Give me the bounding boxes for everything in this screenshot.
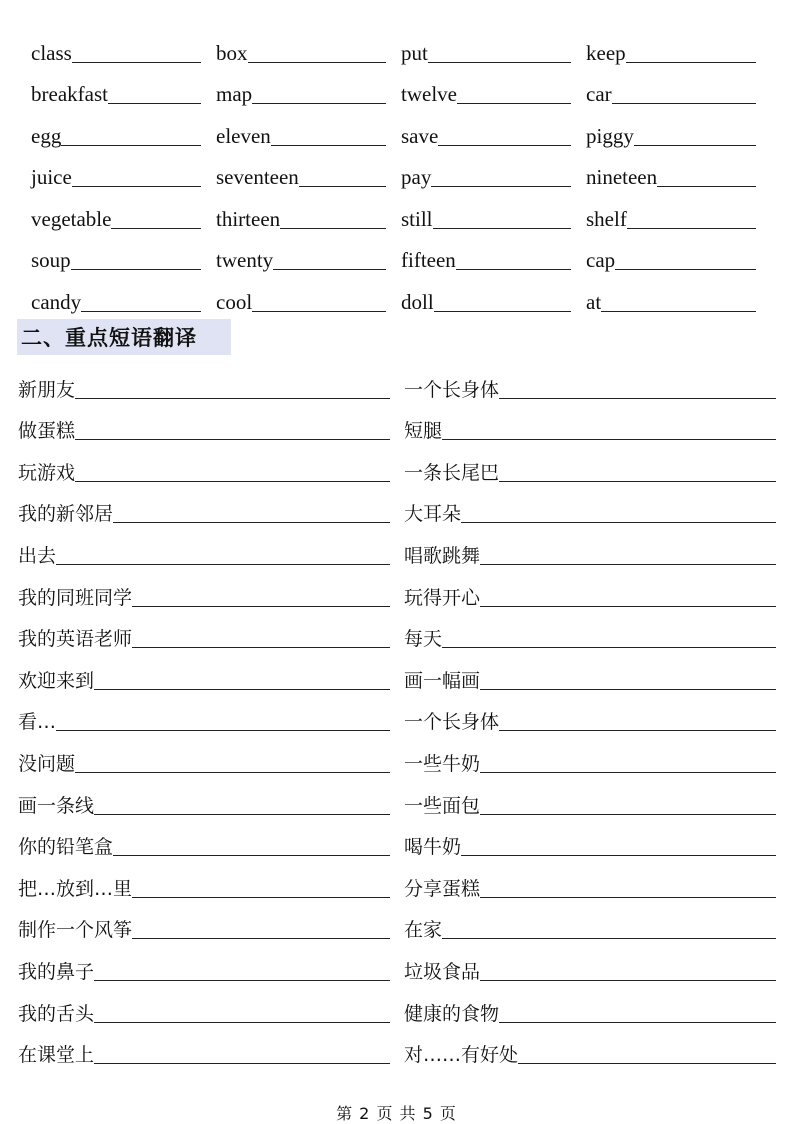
phrase-text: 我的英语老师: [18, 628, 133, 651]
vocab-word: car: [586, 82, 612, 106]
vocab-row: [31, 236, 771, 278]
phrase-item: [18, 752, 390, 778]
answer-blank[interactable]: [461, 522, 776, 523]
phrase-text: 在家: [404, 919, 443, 942]
answer-blank[interactable]: [499, 481, 776, 482]
vocab-item: [216, 167, 401, 194]
answer-blank[interactable]: [615, 269, 756, 270]
answer-blank[interactable]: [252, 103, 386, 104]
phrase-text: 新朋友: [18, 378, 76, 401]
vocab-item: [586, 206, 771, 236]
answer-blank[interactable]: [433, 228, 571, 229]
vocab-item: [586, 84, 771, 111]
answer-blank[interactable]: [480, 689, 776, 690]
phrase-row: [18, 695, 776, 737]
phrase-row: [18, 570, 776, 612]
vocab-word: save: [401, 123, 439, 148]
phrase-item: [18, 713, 390, 736]
phrase-text: 做蛋糕: [18, 420, 76, 443]
answer-blank[interactable]: [72, 62, 201, 63]
vocab-word: cool: [216, 289, 253, 314]
answer-blank[interactable]: [248, 62, 387, 63]
answer-blank[interactable]: [634, 145, 756, 146]
answer-blank[interactable]: [108, 103, 201, 104]
page-footer: 第 2 页 共 5 页: [336, 1104, 457, 1123]
phrase-item: [390, 630, 776, 653]
answer-blank[interactable]: [612, 103, 756, 104]
phrase-item: [390, 838, 776, 861]
phrase-text: 一个长身体: [404, 711, 500, 734]
answer-blank[interactable]: [75, 481, 390, 482]
answer-blank[interactable]: [132, 606, 390, 607]
vocab-word: fifteen: [401, 248, 456, 272]
phrase-row: [18, 778, 776, 820]
answer-blank[interactable]: [299, 186, 386, 187]
section-title: 二、重点短语翻译: [17, 319, 231, 355]
answer-blank[interactable]: [657, 186, 756, 187]
answer-blank[interactable]: [94, 980, 390, 981]
phrase-text: 我的鼻子: [18, 960, 95, 983]
phrase-item: [390, 422, 776, 445]
phrase-item: [390, 794, 776, 820]
phrase-text: 把…放到…里: [18, 877, 133, 900]
phrase-text: 一条长尾巴: [404, 461, 500, 484]
vocab-item: [31, 84, 216, 111]
answer-blank[interactable]: [442, 439, 776, 440]
answer-blank[interactable]: [480, 814, 776, 815]
answer-blank[interactable]: [499, 1022, 776, 1023]
phrase-item: [18, 630, 390, 653]
phrase-item: [390, 877, 776, 903]
vocab-word: shelf: [586, 206, 627, 231]
phrase-text: 没问题: [18, 752, 76, 775]
answer-blank[interactable]: [626, 62, 756, 63]
vocab-word: thirteen: [216, 206, 281, 231]
phrase-item: [390, 505, 776, 528]
phrase-item: [390, 713, 776, 736]
vocab-word: eleven: [216, 123, 271, 148]
answer-blank[interactable]: [601, 311, 756, 312]
answer-blank[interactable]: [438, 145, 571, 146]
vocab-word: still: [401, 206, 433, 231]
vocab-word: vegetable: [31, 206, 112, 231]
phrase-item: [18, 378, 390, 404]
answer-blank[interactable]: [480, 897, 776, 898]
vocab-item: [216, 206, 401, 236]
vocab-word: twelve: [401, 82, 457, 106]
vocab-item: [216, 250, 401, 277]
answer-blank[interactable]: [461, 855, 776, 856]
phrase-text: 出去: [18, 544, 57, 567]
phrase-row: [18, 861, 776, 903]
answer-blank[interactable]: [627, 228, 756, 229]
vocab-word: egg: [31, 123, 62, 148]
vocab-word: put: [401, 40, 428, 65]
answer-blank[interactable]: [442, 938, 776, 939]
phrase-text: 在课堂上: [18, 1044, 95, 1067]
phrase-item: [18, 669, 390, 695]
phrase-text: 短腿: [404, 420, 443, 443]
answer-blank[interactable]: [280, 228, 386, 229]
vocab-word: breakfast: [31, 82, 108, 106]
vocab-item: [31, 289, 216, 319]
phrase-item: [18, 1002, 390, 1028]
answer-blank[interactable]: [271, 145, 386, 146]
vocab-item: [401, 206, 586, 236]
phrase-text: 你的铅笔盒: [18, 836, 114, 859]
phrase-row: [18, 944, 776, 986]
answer-blank[interactable]: [132, 897, 390, 898]
vocab-item: [31, 40, 216, 70]
phrase-row: [18, 736, 776, 778]
answer-blank[interactable]: [431, 186, 571, 187]
phrase-item: [18, 1046, 390, 1069]
vocab-word: piggy: [586, 123, 634, 148]
vocab-item: [216, 123, 401, 153]
phrase-item: [390, 921, 776, 944]
vocabulary-grid: [31, 28, 771, 319]
vocab-item: [401, 40, 586, 70]
answer-blank[interactable]: [71, 269, 201, 270]
phrase-item: [390, 1002, 776, 1028]
phrase-translation-list: [18, 362, 776, 1069]
phrase-text: 喝牛奶: [404, 836, 462, 859]
phrase-text: 画一条线: [18, 794, 95, 817]
vocab-item: [401, 289, 586, 319]
phrase-text: 我的舌头: [18, 1002, 95, 1025]
answer-blank[interactable]: [428, 62, 571, 63]
vocab-row: [31, 28, 771, 70]
answer-blank[interactable]: [252, 311, 386, 312]
answer-blank[interactable]: [94, 1022, 390, 1023]
answer-blank[interactable]: [61, 145, 201, 146]
vocab-word: doll: [401, 289, 434, 314]
phrase-text: 每天: [404, 628, 443, 651]
answer-blank[interactable]: [132, 938, 390, 939]
vocab-item: [586, 289, 771, 319]
vocab-word: map: [216, 82, 253, 106]
phrase-text: 我的同班同学: [18, 586, 133, 609]
phrase-row: [18, 612, 776, 654]
phrase-row: [18, 903, 776, 945]
answer-blank[interactable]: [56, 564, 390, 565]
phrase-row: [18, 528, 776, 570]
vocab-word: box: [216, 40, 248, 65]
vocab-item: [31, 206, 216, 236]
phrase-item: [390, 461, 776, 487]
phrase-item: [390, 378, 776, 404]
answer-blank[interactable]: [273, 269, 386, 270]
phrase-item: [18, 794, 390, 820]
vocab-word: nineteen: [586, 165, 658, 189]
answer-blank[interactable]: [480, 606, 776, 607]
answer-blank[interactable]: [94, 689, 390, 690]
vocab-item: [31, 167, 216, 194]
vocab-item: [401, 123, 586, 153]
phrase-row: [18, 986, 776, 1028]
vocab-row: [31, 70, 771, 112]
phrase-item: [390, 1046, 776, 1069]
answer-blank[interactable]: [499, 398, 776, 399]
answer-blank[interactable]: [94, 814, 390, 815]
phrase-item: [390, 586, 776, 612]
phrase-item: [390, 752, 776, 778]
vocab-item: [401, 167, 586, 194]
vocab-word: at: [586, 289, 602, 314]
phrase-text: 分享蛋糕: [404, 877, 481, 900]
phrase-item: [18, 877, 390, 903]
answer-blank[interactable]: [81, 311, 201, 312]
phrase-text: 唱歌跳舞: [404, 544, 481, 567]
phrase-text: 垃圾食品: [404, 960, 481, 983]
answer-blank[interactable]: [111, 228, 201, 229]
phrase-item: [18, 422, 390, 445]
phrase-text: 健康的食物: [404, 1002, 500, 1025]
phrase-item: [18, 921, 390, 944]
phrase-text: 玩得开心: [404, 586, 481, 609]
answer-blank[interactable]: [434, 311, 571, 312]
answer-blank[interactable]: [75, 439, 390, 440]
answer-blank[interactable]: [499, 730, 776, 731]
phrase-text: 我的新邻居: [18, 503, 114, 526]
vocab-item: [401, 250, 586, 277]
vocab-word: seventeen: [216, 165, 299, 189]
vocab-row: [31, 194, 771, 236]
vocab-word: twenty: [216, 248, 274, 272]
vocab-item: [401, 84, 586, 111]
phrase-text: 一些面包: [404, 794, 481, 817]
phrase-item: [18, 960, 390, 986]
answer-blank[interactable]: [56, 730, 390, 731]
answer-blank[interactable]: [457, 103, 571, 104]
phrase-item: [390, 669, 776, 695]
phrase-text: 看…: [18, 711, 57, 734]
vocab-row: [31, 153, 771, 195]
vocab-word: soup: [31, 248, 71, 272]
phrase-text: 制作一个风筝: [18, 919, 133, 942]
vocab-item: [216, 289, 401, 319]
phrase-text: 画一幅画: [404, 669, 481, 692]
phrase-item: [18, 505, 390, 528]
phrase-text: 欢迎来到: [18, 669, 95, 692]
vocab-word: juice: [31, 165, 72, 189]
phrase-row: [18, 820, 776, 862]
vocab-row: [31, 111, 771, 153]
vocab-item: [586, 167, 771, 194]
answer-blank[interactable]: [480, 772, 776, 773]
vocab-word: candy: [31, 289, 82, 314]
vocab-word: cap: [586, 248, 616, 272]
answer-blank[interactable]: [72, 186, 201, 187]
phrase-item: [18, 544, 390, 570]
answer-blank[interactable]: [94, 1063, 390, 1064]
phrase-row: [18, 445, 776, 487]
answer-blank[interactable]: [480, 980, 776, 981]
phrase-row: [18, 404, 776, 446]
phrase-text: 对……有好处: [404, 1044, 519, 1067]
phrase-text: 玩游戏: [18, 461, 76, 484]
phrase-text: 一个长身体: [404, 378, 500, 401]
vocab-item: [586, 250, 771, 277]
vocab-word: pay: [401, 165, 432, 189]
answer-blank[interactable]: [75, 772, 390, 773]
vocab-item: [216, 84, 401, 111]
vocab-item: [216, 40, 401, 70]
phrase-item: [18, 461, 390, 487]
vocab-item: [586, 40, 771, 70]
phrase-item: [18, 586, 390, 612]
phrase-row: [18, 362, 776, 404]
answer-blank[interactable]: [113, 855, 390, 856]
phrase-text: 一些牛奶: [404, 752, 481, 775]
phrase-row: [18, 487, 776, 529]
vocab-item: [31, 250, 216, 277]
answer-blank[interactable]: [442, 647, 776, 648]
phrase-item: [390, 544, 776, 570]
answer-blank[interactable]: [132, 647, 390, 648]
answer-blank[interactable]: [518, 1063, 776, 1064]
vocab-item: [31, 123, 216, 153]
phrase-row: [18, 653, 776, 695]
phrase-item: [390, 960, 776, 986]
phrase-item: [18, 838, 390, 861]
answer-blank[interactable]: [75, 398, 390, 399]
answer-blank[interactable]: [113, 522, 390, 523]
vocab-item: [586, 123, 771, 153]
vocab-word: keep: [586, 40, 626, 65]
answer-blank[interactable]: [480, 564, 776, 565]
vocab-word: class: [31, 40, 72, 65]
phrase-row: [18, 1028, 776, 1070]
vocab-row: [31, 277, 771, 319]
phrase-text: 大耳朵: [404, 503, 462, 526]
answer-blank[interactable]: [456, 269, 571, 270]
